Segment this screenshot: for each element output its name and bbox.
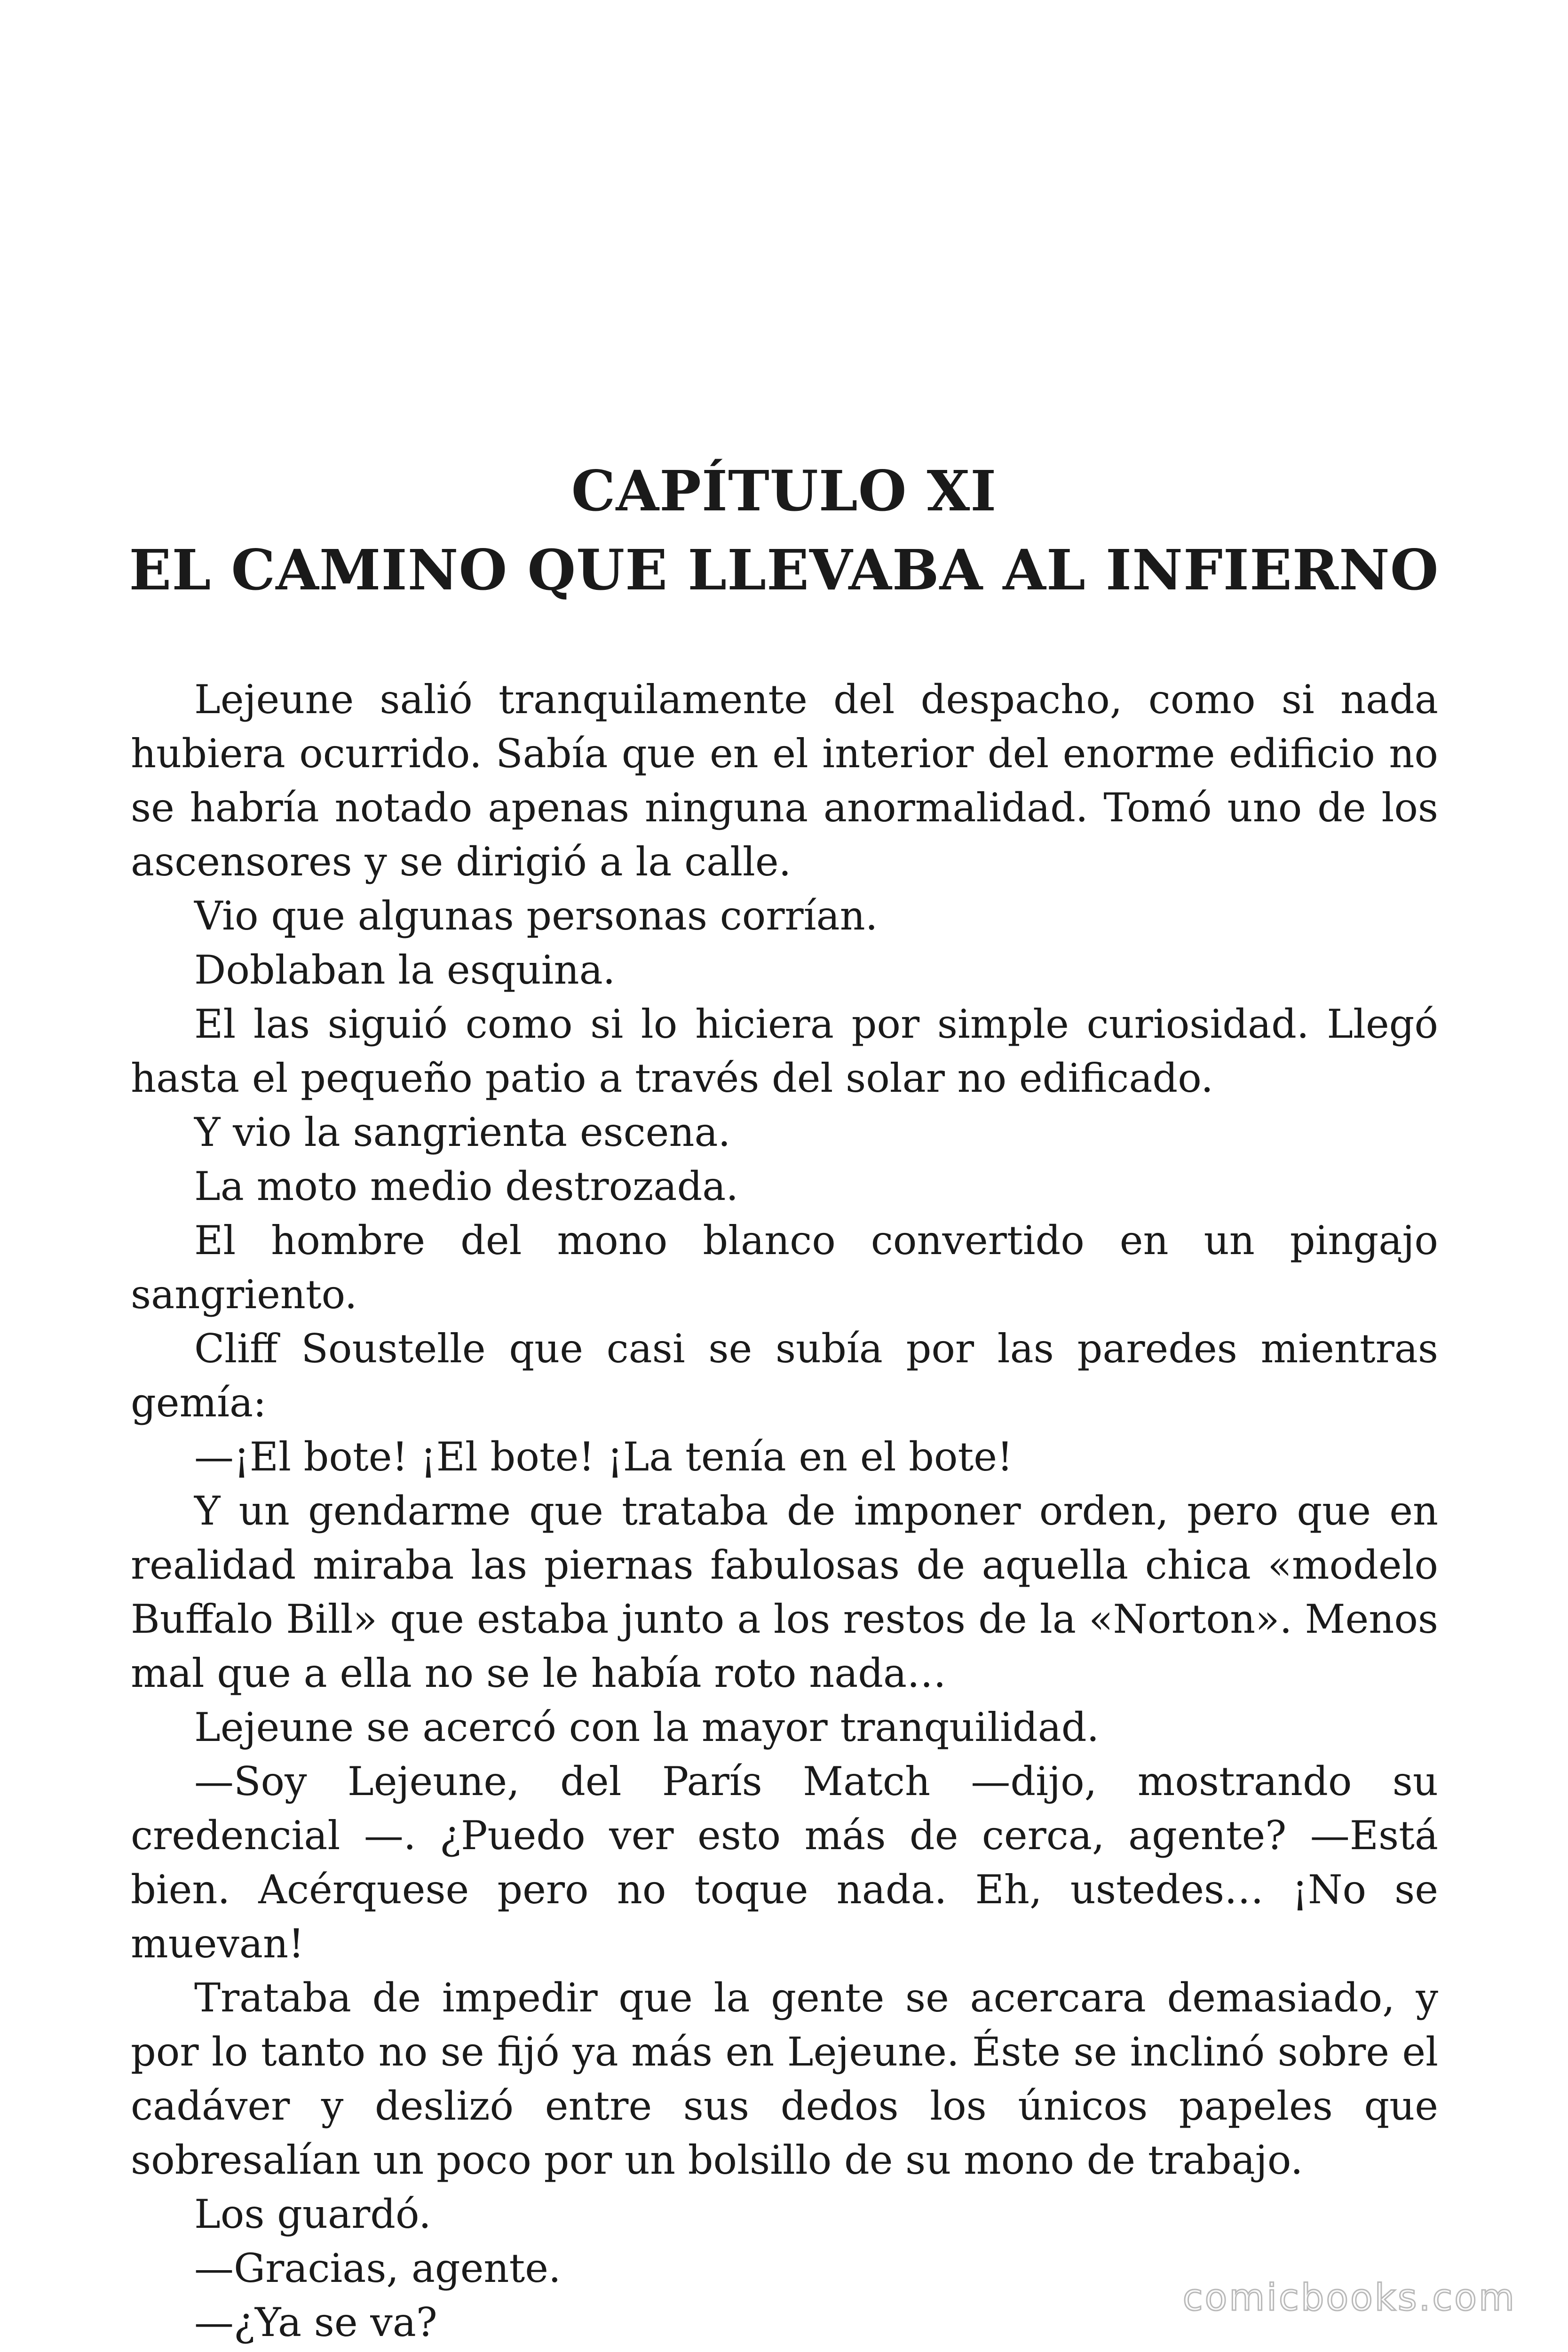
paragraph: Y un gendarme que trataba de imponer orden, pero que en realidad miraba las piernas fabulosas de aquella chica «modelo Buffalo Bill» que estaba junto a los restos de la «Norton». Menos mal que a ella no se le había roto nada… [131, 1488, 1438, 1696]
watermark: comicbooks.com [1182, 2277, 1516, 2319]
paragraph: Lejeune se acercó con la mayor tranquilidad. [194, 1704, 1100, 1750]
paragraph: Lejeune salió tranquilamente del despacho, como si nada hubiera ocurrido. Sabía que en el interior del enorme edificio no se habría notado apenas ninguna anormalidad. Tomó uno de los ascensores y se dirigió a la calle. [131, 676, 1438, 885]
paragraph: Y vio la sangrienta escena. [194, 1109, 731, 1155]
paragraph: El las siguió como si lo hiciera por simple curiosidad. Llegó hasta el pequeño patio a través del solar no edificado. [131, 1001, 1438, 1101]
paragraph: Los guardó. [194, 2191, 431, 2237]
paragraph: La moto medio destrozada. [194, 1163, 739, 1209]
paragraph: —Soy Lejeune, del París Match —dijo, mostrando su credencial —. ¿Puedo ver esto más de cerca, agente? —Está bien. Acérquese pero no toque nada. Eh, ustedes… ¡No se muevan! [131, 1758, 1438, 1967]
paragraph: —Gracias, agente. [194, 2245, 561, 2291]
chapter-heading [0, 452, 1568, 610]
chapter-title: EL CAMINO QUE LLEVABA AL INFIERNO [129, 537, 1439, 603]
paragraph: Doblaban la esquina. [194, 947, 616, 993]
paragraph: El hombre del mono blanco convertido en un pingajo sangriento. [131, 1217, 1438, 1318]
paragraph: —¿Ya se va? [194, 2299, 437, 2345]
paragraph: Vio que algunas personas corrían. [194, 893, 878, 939]
chapter-number: CAPÍTULO XI [571, 458, 997, 524]
paragraph: Cliff Soustelle que casi se subía por las paredes mientras gemía: [131, 1326, 1438, 1426]
paragraph: Trataba de impedir que la gente se acercara demasiado, y por lo tanto no se fijó ya más en Lejeune. Éste se inclinó sobre el cadáver y deslizó entre sus dedos los únicos papeles que sobresalían un poco por un bolsillo de su mono de trabajo. [131, 1975, 1438, 2183]
paragraph: —¡El bote! ¡El bote! ¡La tenía en el bote! [194, 1434, 1013, 1480]
chapter-body [131, 673, 1438, 2350]
